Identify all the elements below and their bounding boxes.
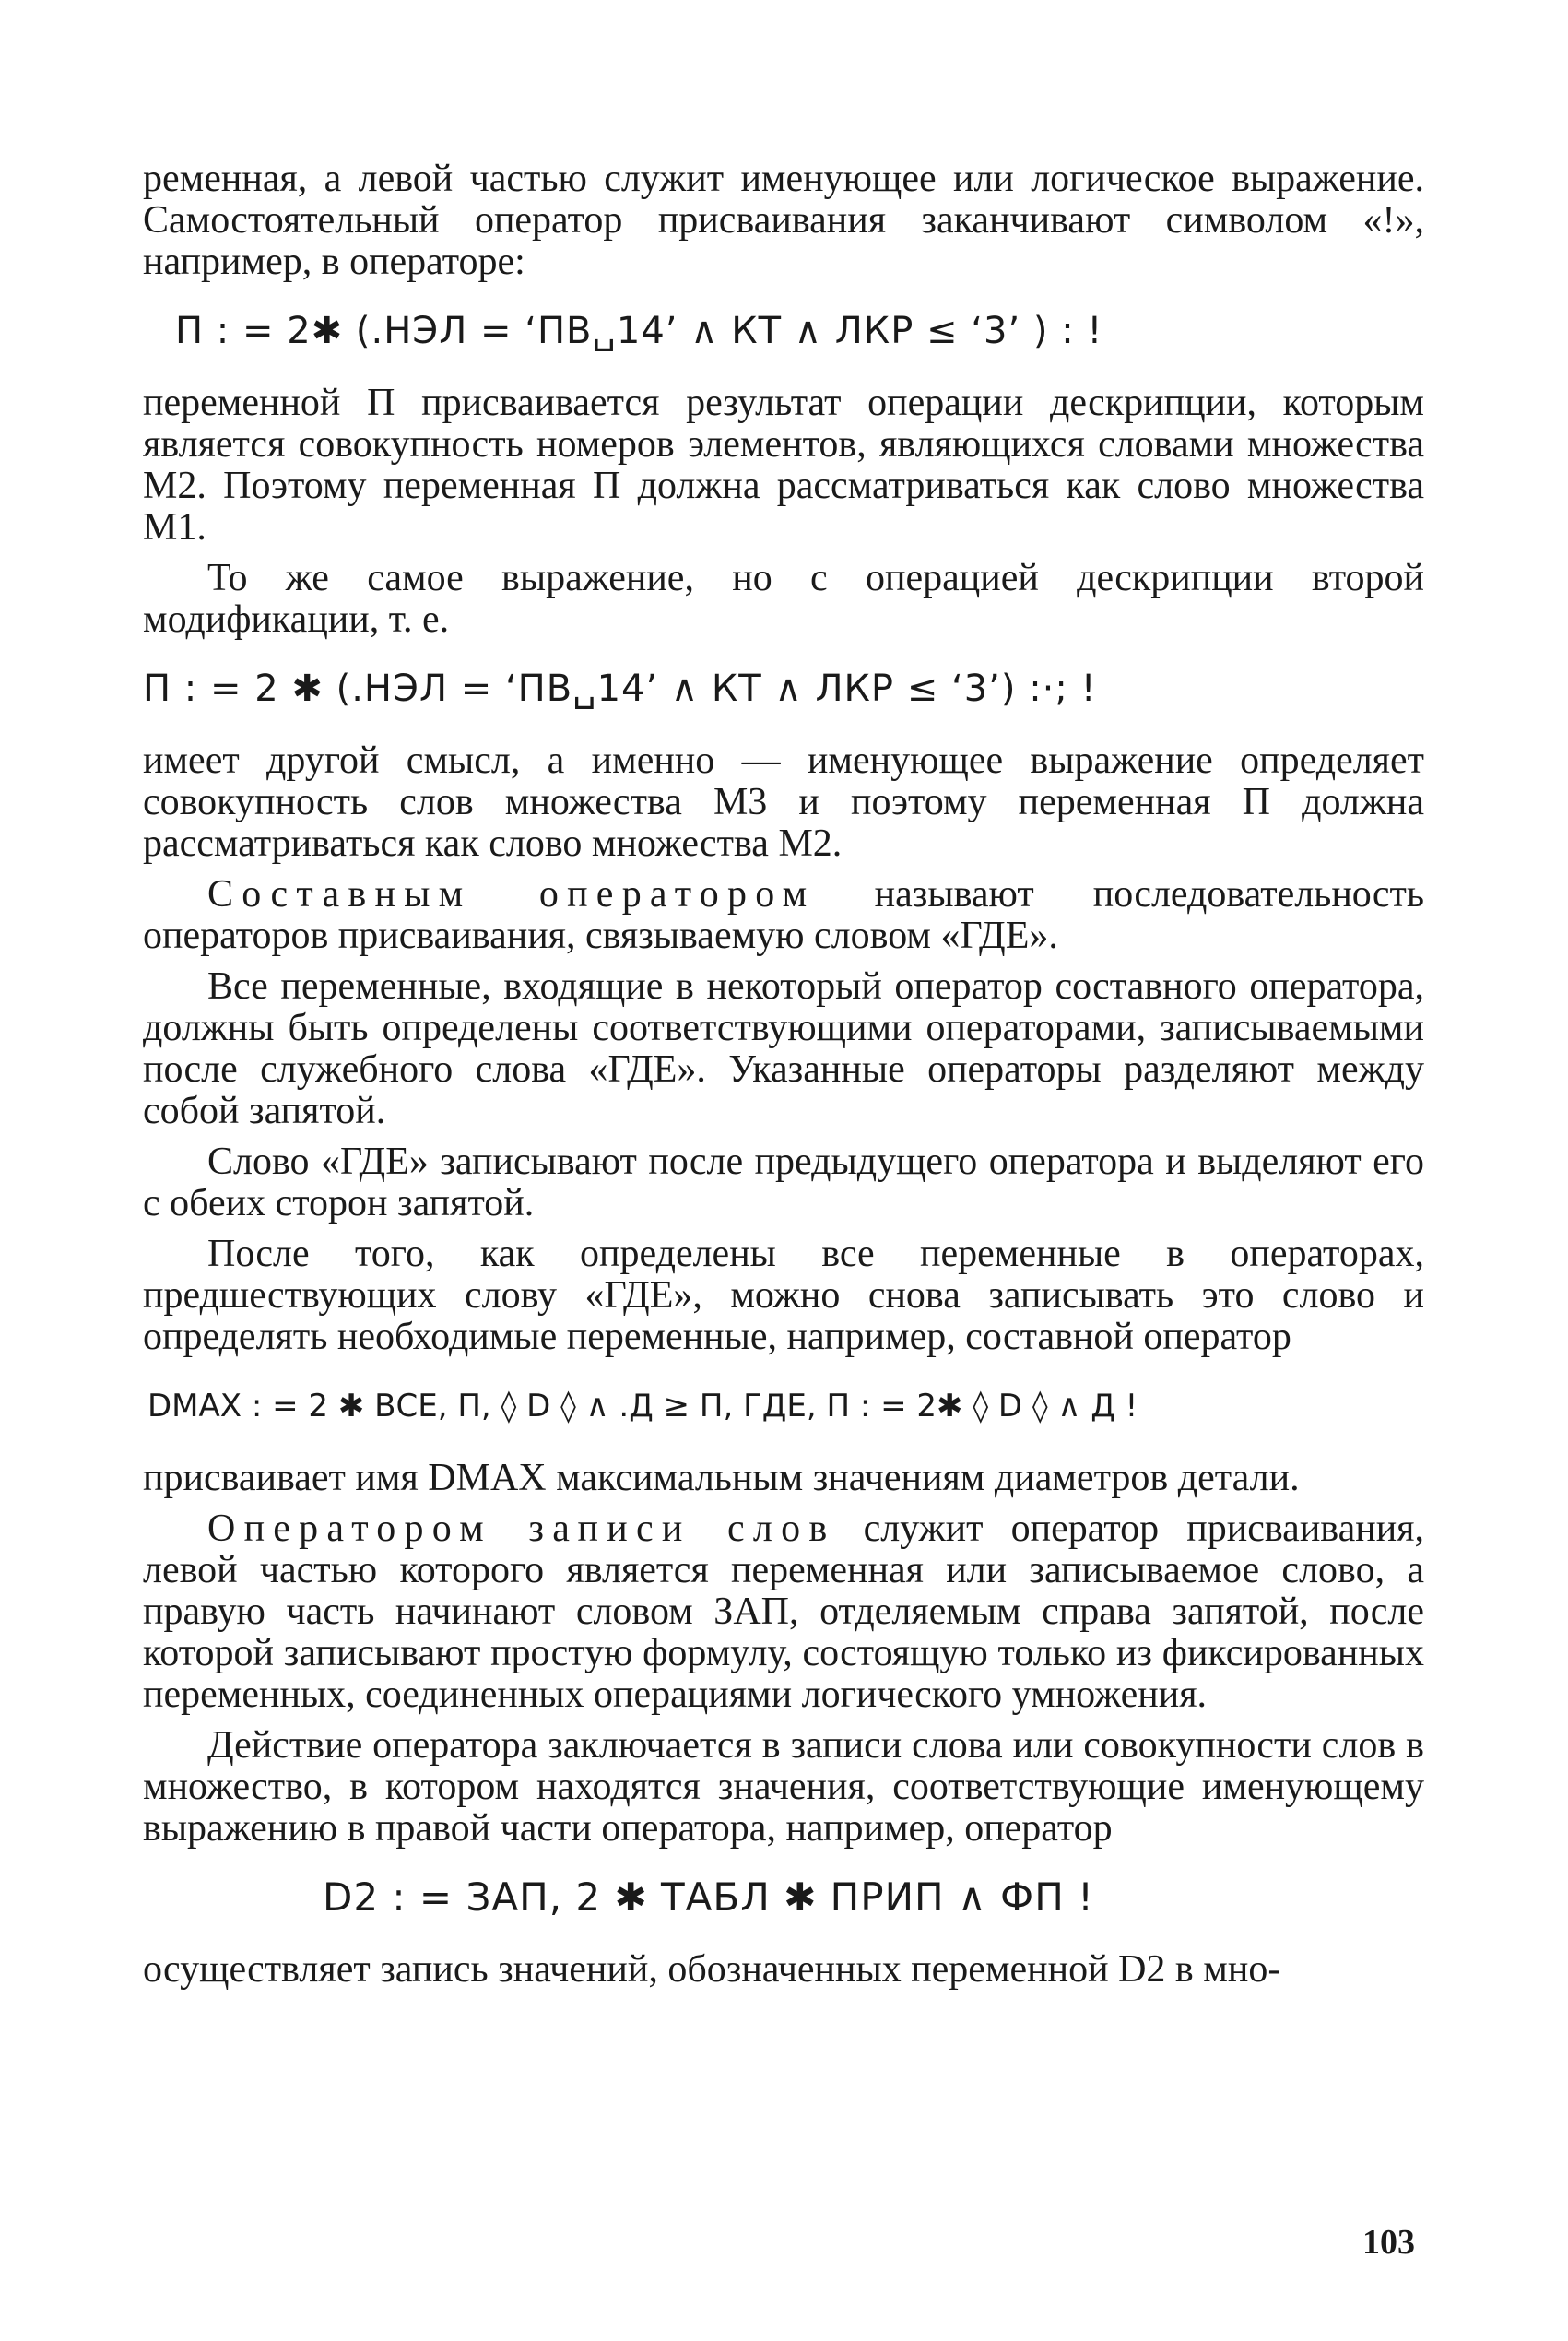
paragraph-5-text: называют последовательность операторов присваивания, связываемую словом «ГДЕ». [143, 873, 1425, 957]
term-compound-operator: Составным оператором [207, 873, 816, 916]
formula-2: П : = 2 ✱ (.НЭЛ = ‘ПВ␣14’ ∧ КТ ∧ ЛКР ≤ ‘3’) :·; ! [143, 668, 1097, 710]
term-word-write-operator: Оператором записи слов [207, 1507, 836, 1550]
paragraph-2: переменной П присваивается результат операции дескрипции, которым является совокупность номеров элементов, являющихся словами множества М2. Поэтому переменная П должна рассматриваться как слово множества М1. [143, 382, 1424, 549]
paragraph-12: осуществляет запись значений, обозначенных переменной D2 в мно- [143, 1948, 1281, 1991]
paragraph-4: имеет другой смысл, а именно — именующее выражение определяет совокупность слов множества М3 и поэтому переменная П должна рассматриваться как слово множества М2. [143, 739, 1424, 865]
formula-4: D2 : = ЗАП, 2 ✱ ТАБЛ ✱ ПРИП ∧ ФП ! [323, 1874, 1094, 1920]
paragraph-11: Действие оператора заключается в записи слова или совокупности слов в множество, в котором находятся значения, соответствующие именующему выражению в правой части оператора, например, оператор [143, 1724, 1424, 1850]
paragraph-3: То же самое выражение, но с операцией дескрипции второй модификации, т. е. [143, 557, 1424, 641]
paragraph-8: После того, как определены все переменные в операторах, предшествующих слову «ГДЕ», можно снова записывать это слово и определять необходимые переменные, например, составной оператор [143, 1233, 1424, 1358]
paragraph-10-text: служит оператор присваивания, левой частью которого является переменная или записываемое слово, а правую часть начинают словом ЗАП, отделяемым справа запятой, после которой записывают простую формулу, состоящую только из фиксированных переменных, соединенных операциями логического умножения. [143, 1507, 1424, 1716]
paragraph-9: присваивает имя DMAX максимальным значениям диаметров детали. [143, 1457, 1300, 1499]
paragraph-10 [143, 1508, 1424, 1716]
formula-1: П : = 2✱ (.НЭЛ = ‘ПВ␣14’ ∧ КТ ∧ ЛКР ≤ ‘3’ ) : ! [175, 310, 1103, 352]
page-number: 103 [1362, 2223, 1415, 2262]
paragraph-5 [143, 874, 1424, 957]
paragraph-6: Все переменные, входящие в некоторый оператор составного оператора, должны быть определены соответствующими операторами, записываемыми после служебного слова «ГДЕ». Указанные операторы разделяют между собой запятой. [143, 965, 1424, 1132]
paragraph-7: Слово «ГДЕ» записывают после предыдущего оператора и выделяют его с обеих сторон запятой. [143, 1141, 1424, 1224]
paragraph-1: ременная, а левой частью служит именующее или логическое выражение. Самостоятельный оператор присваивания заканчивают символом «!», например, в операторе: [143, 158, 1424, 283]
page-body [143, 159, 1424, 2000]
formula-3: DMAX : = 2 ✱ ВСЕ, П, ◊ D ◊ ∧ .Д ≥ П, ГДЕ, П : = 2✱ ◊ D ◊ ∧ Д ! [147, 1388, 1138, 1425]
